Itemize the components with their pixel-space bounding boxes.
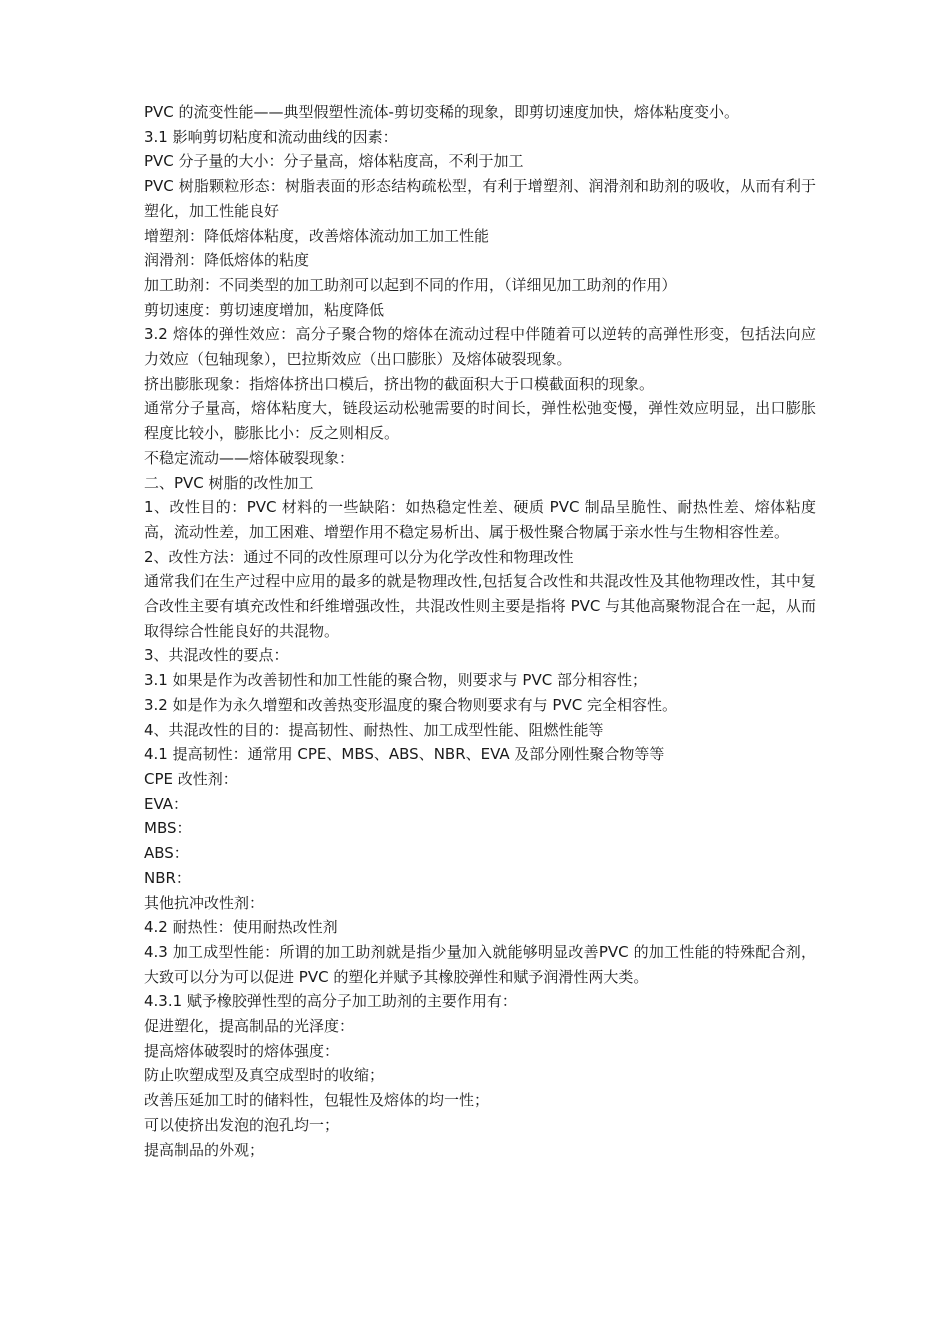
text-paragraph: 4、共混改性的目的：提高韧性、耐热性、加工成型性能、阻燃性能等 [144,720,604,739]
text-paragraph: PVC 树脂颗粒形态：树脂表面的形态结构疏松型，有利于增塑剂、润滑剂和助剂的吸收，从而有利于塑化，加工性能良好 [144,177,816,220]
text-paragraph: 3.2 如是作为永久增塑和改善热变形温度的聚合物则要求有与 PVC 完全相容性。 [144,695,677,714]
text-paragraph: 4.2 耐热性：使用耐热改性剂 [144,918,338,937]
text-paragraph: 挤出膨胀现象：指熔体挤出口模后，挤出物的截面积大于口模截面积的现象。 [144,374,655,393]
text-paragraph: 其他抗冲改性剂： [144,893,265,912]
text-paragraph: 剪切速度：剪切速度增加，粘度降低 [144,300,385,319]
text-paragraph: 润滑剂：降低熔体的粘度 [144,251,310,270]
text-paragraph: 二、PVC 树脂的改性加工 [144,473,314,492]
text-paragraph: 3、共混改性的要点： [144,646,289,665]
text-paragraph: 3.2 熔体的弹性效应：高分子聚合物的熔体在流动过程中伴随着可以逆转的高弹性形变，包括法向应力效应（包轴现象），巴拉斯效应（出口膨胀）及熔体破裂现象。 [144,325,816,369]
text-paragraph: 提高熔体破裂时的熔体强度： [144,1041,340,1060]
text-paragraph: 4.1 提高韧性：通常用 CPE、MBS、ABS、NBR、EVA 及部分刚性聚合物等等 [144,745,665,764]
text-paragraph: 提高制品的外观； [144,1140,265,1159]
text-paragraph: 通常分子量高，熔体粘度大，链段运动松驰需要的时间长，弹性松弛变慢，弹性效应明显，出口膨胀程度比较小，膨胀比小：反之则相反。 [144,399,816,443]
text-paragraph: 通常我们在生产过程中应用的最多的就是物理改性,包括复合改性和共混改性及其他物理改性，其中复合改性主要有填充改性和纤维增强改性，共混改性则主要是指将 PVC 与其他高聚物混合在一起，从而取得综合性能良好的共混物。 [144,572,816,640]
text-paragraph: 加工助剂：不同类型的加工助剂可以起到不同的作用，（详细见加工助剂的作用） [144,275,677,294]
text-paragraph: 防止吹塑成型及真空成型时的收缩； [144,1066,385,1085]
text-paragraph: MBS： [144,819,192,838]
text-paragraph: 1、改性目的：PVC 材料的一些缺陷：如热稳定性差、硬质 PVC 制品呈脆性、耐热性差、熔体粘度高，流动性差，加工困难、增塑作用不稳定易析出、属于极性聚合物属于亲水性与生物相容性差。 [144,498,816,541]
text-paragraph: 4.3 加工成型性能：所谓的加工助剂就是指少量加入就能够明显改善PVC 的加工性能的特殊配合剂，大致可以分为可以促进 PVC 的塑化并赋予其橡胶弹性和赋予润滑性两大类。 [144,942,816,986]
text-paragraph: PVC 的流变性能——典型假塑性流体-剪切变稀的现象，即剪切速度加快，熔体粘度变小。 [144,103,739,121]
text-paragraph: 增塑剂：降低熔体粘度，改善熔体流动加工加工性能 [144,226,490,245]
text-paragraph: EVA： [144,794,189,813]
text-paragraph: ABS： [144,844,189,863]
text-paragraph: 4.3.1 赋予橡胶弹性型的高分子加工助剂的主要作用有： [144,992,517,1011]
document-body [144,100,816,1162]
text-paragraph: 不稳定流动——熔体破裂现象： [144,448,355,467]
text-paragraph: 3.1 如果是作为改善韧性和加工性能的聚合物，则要求与 PVC 部分相容性； [144,671,647,690]
text-paragraph: CPE 改性剂： [144,769,238,788]
text-paragraph: 3.1 影响剪切粘度和流动曲线的因素： [144,127,398,146]
text-paragraph: 可以使挤出发泡的泡孔均一； [144,1115,340,1134]
text-paragraph: 改善压延加工时的储料性，包辊性及熔体的均一性； [144,1091,490,1110]
text-paragraph: NBR： [144,868,191,887]
text-paragraph: 促进塑化，提高制品的光泽度： [144,1017,355,1036]
text-paragraph: 2、改性方法：通过不同的改性原理可以分为化学改性和物理改性 [144,547,574,566]
text-paragraph: PVC 分子量的大小：分子量高，熔体粘度高，不利于加工 [144,152,524,171]
